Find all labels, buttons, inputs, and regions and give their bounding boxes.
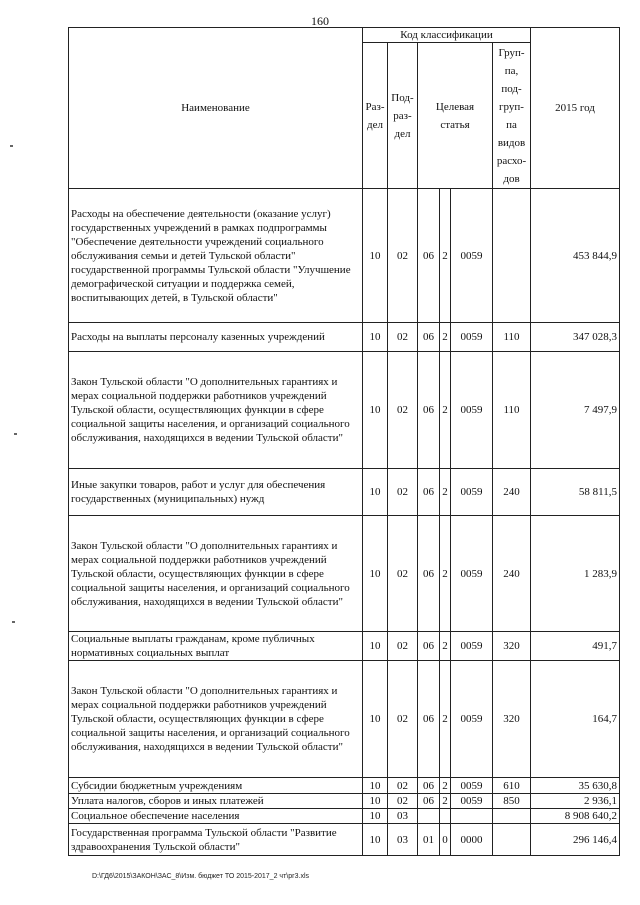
row-subsection: 03 xyxy=(388,809,418,824)
header-subsection xyxy=(388,43,418,189)
table-row xyxy=(69,778,620,794)
row-subsection: 02 xyxy=(388,469,418,516)
header-line: па xyxy=(506,118,517,131)
scan-mark xyxy=(14,433,17,435)
table-row xyxy=(69,352,620,469)
row-amount: 2 936,1 xyxy=(531,794,620,809)
header-line: дов xyxy=(503,172,520,185)
row-target-item: 0059 xyxy=(451,632,493,661)
row-section: 10 xyxy=(363,632,388,661)
row-name: Государственная программа Тульской области "Развитие здравоохранения Тульской области" xyxy=(69,824,363,856)
row-expense-group: 320 xyxy=(493,632,531,661)
table-row xyxy=(69,469,620,516)
scan-mark xyxy=(10,145,13,147)
row-target-program: 06 xyxy=(418,516,440,632)
row-expense-group: 850 xyxy=(493,794,531,809)
header-year: 2015 год xyxy=(531,28,620,189)
row-target-item: 0059 xyxy=(451,778,493,794)
row-target-program: 06 xyxy=(418,632,440,661)
table-row xyxy=(69,809,620,824)
row-target-subprogram: 2 xyxy=(440,516,451,632)
row-target-item: 0000 xyxy=(451,824,493,856)
row-expense-group: 110 xyxy=(493,323,531,352)
table-row xyxy=(69,516,620,632)
row-section: 10 xyxy=(363,824,388,856)
header-line: дел xyxy=(394,127,411,140)
row-subsection: 02 xyxy=(388,516,418,632)
row-name: Расходы на выплаты персоналу казенных учреждений xyxy=(69,323,363,352)
header-line: видов xyxy=(497,136,526,149)
row-target-program: 06 xyxy=(418,778,440,794)
row-target-program xyxy=(418,809,440,824)
row-target-subprogram: 2 xyxy=(440,794,451,809)
row-amount: 58 811,5 xyxy=(531,469,620,516)
row-section: 10 xyxy=(363,809,388,824)
row-target-program: 06 xyxy=(418,469,440,516)
row-amount: 7 497,9 xyxy=(531,352,620,469)
header-line: Раз- xyxy=(365,100,385,113)
row-section: 10 xyxy=(363,778,388,794)
row-target-subprogram: 2 xyxy=(440,632,451,661)
page-number: 160 xyxy=(311,14,329,28)
row-target-item: 0059 xyxy=(451,661,493,778)
row-subsection: 02 xyxy=(388,352,418,469)
row-target-program: 06 xyxy=(418,794,440,809)
row-section: 10 xyxy=(363,794,388,809)
row-amount: 164,7 xyxy=(531,661,620,778)
row-target-subprogram xyxy=(440,809,451,824)
row-subsection: 02 xyxy=(388,632,418,661)
header-line: дел xyxy=(367,118,383,131)
row-target-item xyxy=(451,809,493,824)
row-target-item: 0059 xyxy=(451,189,493,323)
row-expense-group xyxy=(493,809,531,824)
row-name: Иные закупки товаров, работ и услуг для обеспечения государственных (муниципальных) нужд xyxy=(69,469,363,516)
scan-mark xyxy=(12,621,15,623)
table-row xyxy=(69,323,620,352)
row-expense-group: 240 xyxy=(493,469,531,516)
row-target-program: 06 xyxy=(418,189,440,323)
row-target-item: 0059 xyxy=(451,794,493,809)
row-amount: 347 028,3 xyxy=(531,323,620,352)
header-line: под- xyxy=(501,82,522,95)
header-line: Груп- xyxy=(498,46,525,59)
row-subsection: 02 xyxy=(388,323,418,352)
table-row xyxy=(69,661,620,778)
table-row xyxy=(69,824,620,856)
row-subsection: 02 xyxy=(388,189,418,323)
row-target-subprogram: 0 xyxy=(440,824,451,856)
row-section: 10 xyxy=(363,661,388,778)
row-amount: 453 844,9 xyxy=(531,189,620,323)
row-expense-group: 610 xyxy=(493,778,531,794)
budget-table xyxy=(68,27,620,856)
row-section: 10 xyxy=(363,323,388,352)
row-expense-group xyxy=(493,824,531,856)
row-target-program: 06 xyxy=(418,323,440,352)
header-code: Код классификации xyxy=(363,28,531,43)
row-name: Расходы на обеспечение деятельности (оказание услуг) государственных учреждений в рамках подпрограммы "Обеспечение деятельности учреждений социального обслуживания семьи и детей Тульской области" государственной программы Тульской области "Улучшение демографической ситуации и поддержка семей, воспитывающих детей, в Тульской области" xyxy=(69,189,363,323)
row-section: 10 xyxy=(363,469,388,516)
file-path-footer: D:\ГД6\2015\ЗАКОН\ЗАС_8\Изм. бюджет ТО 2015-2017_2 чт\рг3.xls xyxy=(92,873,310,880)
row-expense-group xyxy=(493,189,531,323)
row-target-subprogram: 2 xyxy=(440,189,451,323)
row-name: Уплата налогов, сборов и иных платежей xyxy=(69,794,363,809)
row-amount: 491,7 xyxy=(531,632,620,661)
header-line: раз- xyxy=(393,109,412,122)
header-row-top xyxy=(69,28,620,43)
row-expense-group: 110 xyxy=(493,352,531,469)
header-group xyxy=(493,43,531,189)
row-subsection: 02 xyxy=(388,661,418,778)
header-section xyxy=(363,43,388,189)
row-name: Закон Тульской области "О дополнительных гарантиях и мерах социальной поддержки работников учреждений Тульской области, осуществляющих функции в сфере социальной защиты населения, и организаций социального обслуживания, находящихся в ведении Тульской области" xyxy=(69,661,363,778)
row-expense-group: 320 xyxy=(493,661,531,778)
header-line: Под- xyxy=(391,91,414,104)
row-target-subprogram: 2 xyxy=(440,469,451,516)
row-name: Закон Тульской области "О дополнительных гарантиях и мерах социальной поддержки работников учреждений Тульской области, осуществляющих функции в сфере социальной защиты населения, и организаций социального обслуживания, находящихся в ведении Тульской области" xyxy=(69,352,363,469)
table-row xyxy=(69,794,620,809)
header-name: Наименование xyxy=(69,28,363,189)
row-target-item: 0059 xyxy=(451,352,493,469)
row-target-subprogram: 2 xyxy=(440,352,451,469)
row-section: 10 xyxy=(363,352,388,469)
row-section: 10 xyxy=(363,516,388,632)
row-amount: 8 908 640,2 xyxy=(531,809,620,824)
row-name: Социальное обеспечение населения xyxy=(69,809,363,824)
header-target xyxy=(418,43,493,189)
row-target-subprogram: 2 xyxy=(440,778,451,794)
header-line: груп- xyxy=(499,100,524,113)
table-row xyxy=(69,189,620,323)
row-section: 10 xyxy=(363,189,388,323)
row-name: Социальные выплаты гражданам, кроме публичных нормативных социальных выплат xyxy=(69,632,363,661)
header-line: Целевая xyxy=(435,100,475,113)
row-name: Субсидии бюджетным учреждениям xyxy=(69,778,363,794)
table-row xyxy=(69,632,620,661)
row-target-item: 0059 xyxy=(451,323,493,352)
row-target-subprogram: 2 xyxy=(440,661,451,778)
header-line: расхо- xyxy=(496,154,527,167)
row-expense-group: 240 xyxy=(493,516,531,632)
row-target-program: 06 xyxy=(418,352,440,469)
row-subsection: 03 xyxy=(388,824,418,856)
row-amount: 1 283,9 xyxy=(531,516,620,632)
row-target-program: 06 xyxy=(418,661,440,778)
row-amount: 35 630,8 xyxy=(531,778,620,794)
row-target-item: 0059 xyxy=(451,516,493,632)
row-subsection: 02 xyxy=(388,794,418,809)
row-target-item: 0059 xyxy=(451,469,493,516)
header-line: па, xyxy=(504,64,519,77)
row-name: Закон Тульской области "О дополнительных гарантиях и мерах социальной поддержки работников учреждений Тульской области, осуществляющих функции в сфере социальной защиты населения, и организаций социального обслуживания, находящихся в ведении Тульской области" xyxy=(69,516,363,632)
header-line: статья xyxy=(440,118,470,131)
row-subsection: 02 xyxy=(388,778,418,794)
row-amount: 296 146,4 xyxy=(531,824,620,856)
row-target-program: 01 xyxy=(418,824,440,856)
row-target-subprogram: 2 xyxy=(440,323,451,352)
